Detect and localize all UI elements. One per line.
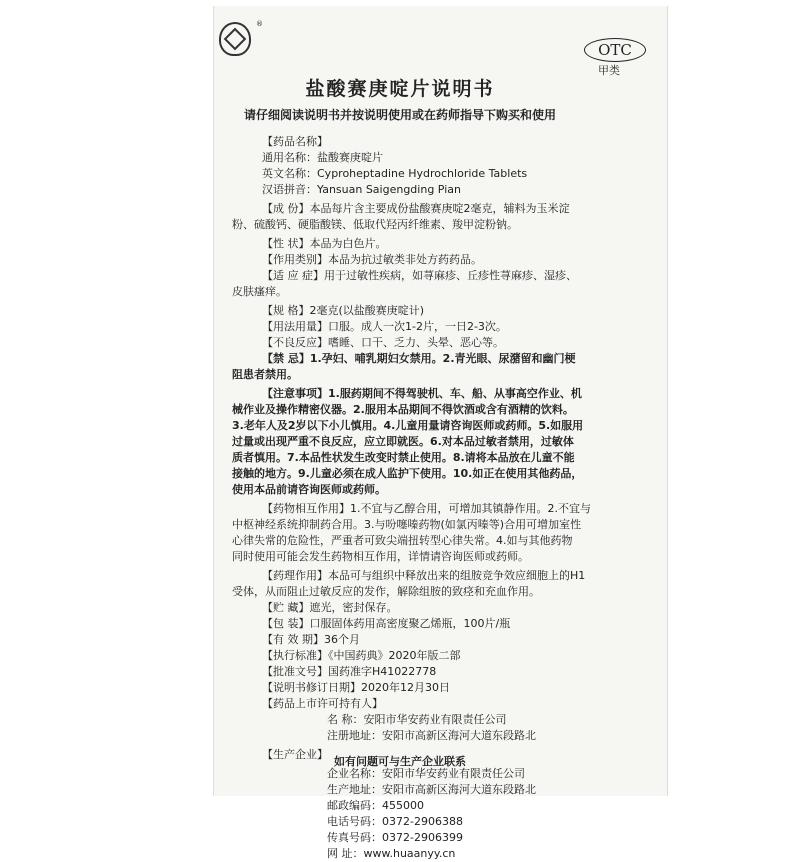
text-line: 汉语拼音：Yansuan Saigengding Pian <box>262 183 461 196</box>
text-line: 使用本品前请咨询医师或药师。 <box>232 483 386 496</box>
text-line: 电话号码：0372-2906388 <box>327 815 463 828</box>
text-line: 【注意事项】1.服药期间不得驾驶机、车、船、从事高空作业、机 <box>262 387 582 400</box>
text-line: 受体，从而阻止过敏反应的发作，解除组胺的致痉和充血作用。 <box>232 585 540 598</box>
text-line: 【说明书修订日期】2020年12月30日 <box>262 681 450 694</box>
text-line: 【用法用量】口服。成人一次1-2片，一日2-3次。 <box>262 320 507 333</box>
text-line: 质者慎用。7.本品性状发生改变时禁止使用。8.请将本品放在儿童不能 <box>232 451 575 464</box>
text-line: 【禁 忌】1.孕妇、哺乳期妇女禁用。2.青光眼、尿潴留和幽门梗 <box>262 352 576 365</box>
text-line: 【批准文号】国药准字H41022778 <box>262 665 437 678</box>
text-line: 械作业及操作精密仪器。2.服用本品期间不得饮酒或含有酒精的饮料。 <box>232 403 574 416</box>
text-line: 过量或出现严重不良反应，应立即就医。6.对本品过敏者禁用，过敏体 <box>232 435 574 448</box>
text-line: 企业名称：安阳市华安药业有限责任公司 <box>327 767 525 780</box>
text-line: 【贮 藏】遮光，密封保存。 <box>262 601 398 614</box>
text-line: 通用名称：盐酸赛庚啶片 <box>262 151 383 164</box>
footer-note: 如有问题可与生产企业联系 <box>334 755 466 768</box>
registered-mark: ® <box>256 20 263 28</box>
text-line: 心律失常的危险性，严重者可致尖端扭转型心律失常。4.如与其他药物 <box>232 534 573 547</box>
text-line: 3.老年人及2岁以下小儿慎用。4.儿童用量请咨询医师或药师。5.如服用 <box>232 419 584 432</box>
text-line: 皮肤瘙痒。 <box>232 285 287 298</box>
document-subtitle: 请仔细阅读说明书并按说明使用或在药师指导下购买和使用 <box>243 108 556 122</box>
text-line: 【适 应 症】用于过敏性疾病，如荨麻疹、丘疹性荨麻疹、湿疹、 <box>262 269 577 282</box>
text-line: 【成 份】本品每片含主要成份盐酸赛庚啶2毫克，辅料为玉米淀 <box>262 202 570 215</box>
text-line: 粉、硫酸钙、硬脂酸镁、低取代羟丙纤维素、羧甲淀粉钠。 <box>232 218 518 231</box>
text-line: 接触的地方。9.儿童必须在成人监护下使用。10.如正在使用其他药品， <box>232 467 583 480</box>
text-line: 传真号码：0372-2906399 <box>327 831 463 844</box>
logo-diamond-icon <box>224 28 247 51</box>
text-line: 【药品上市许可持有人】 <box>262 697 383 710</box>
text-line: 【药品名称】 <box>262 135 328 148</box>
text-line: 名 称：安阳市华安药业有限责任公司 <box>327 713 507 726</box>
text-line: 【药物相互作用】1.不宜与乙醇合用，可增加其镇静作用。2.不宜与 <box>262 502 591 515</box>
text-line: 【作用类别】本品为抗过敏类非处方药药品。 <box>262 253 482 266</box>
otc-class-label: 甲类 <box>598 64 620 77</box>
text-line: 【有 效 期】36个月 <box>262 633 360 646</box>
text-line: 【包 装】口服固体药用高密度聚乙烯瓶，100片/瓶 <box>262 617 511 630</box>
company-logo-icon <box>219 22 251 56</box>
text-line: 英文名称：Cyproheptadine Hydrochloride Tablets <box>262 167 528 180</box>
text-line: 生产地址：安阳市高新区海河大道东段路北 <box>327 783 536 796</box>
text-line: 【执行标准】《中国药典》2020年版二部 <box>262 649 461 662</box>
text-line: 邮政编码：455000 <box>327 799 424 812</box>
text-line: 【不良反应】嗜睡、口干、乏力、头晕、恶心等。 <box>262 336 504 349</box>
text-line: 网 址：www.huaanyy.cn <box>327 847 456 860</box>
text-line: 【药理作用】本品可与组织中释放出来的组胺竞争效应细胞上的H1 <box>262 569 586 582</box>
text-line: 【生产企业】 <box>262 748 328 761</box>
document-title: 盐酸赛庚啶片说明书 <box>305 78 495 100</box>
text-line: 注册地址：安阳市高新区海河大道东段路北 <box>327 729 536 742</box>
text-line: 中枢神经系统抑制药合用。3.与吩噻嗪药物(如氯丙嗪等)合用可增加室性 <box>232 518 582 531</box>
otc-badge: OTC <box>584 38 646 62</box>
text-line: 【性 状】本品为白色片。 <box>262 237 387 250</box>
text-line: 阻患者禁用。 <box>232 368 298 381</box>
text-line: 【规 格】2毫克(以盐酸赛庚啶计) <box>262 304 425 317</box>
text-line: 同时使用可能会发生药物相互作用，详情请咨询医师或药师。 <box>232 550 529 563</box>
